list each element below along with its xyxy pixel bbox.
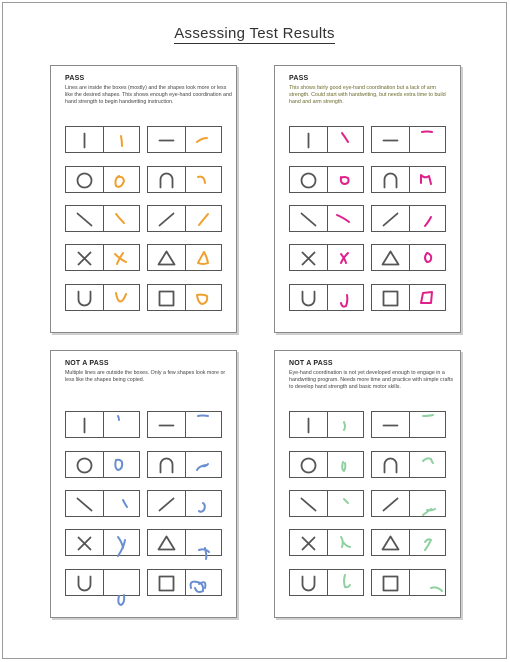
child-copy-stroke [115, 460, 122, 470]
shape-copy-box-triangle [371, 244, 446, 271]
panel-heading: NOT A PASS [65, 360, 109, 367]
child-copy-stroke [199, 214, 208, 225]
panel-description: Lines are inside the boxes (mostly) and the shapes look more or less like the desired shapes. This shows enough eye-hand coordination and hand strength to begin handwriting instruction. [65, 85, 232, 105]
shape-copy-box-x-cross [65, 244, 140, 271]
child-copy-stroke [118, 595, 124, 605]
u-shape-template-icon [303, 577, 315, 591]
child-copy-stroke [121, 136, 122, 146]
shape-copy-box-diagonal-line-down [289, 490, 364, 517]
result-panel-not-pass-2 [274, 350, 461, 618]
shape-copy-box-circle [289, 166, 364, 193]
child-copy-stroke [423, 415, 433, 416]
shape-drawing [148, 530, 223, 557]
child-copy-stroke [123, 500, 127, 507]
shape-drawing [372, 127, 447, 154]
shape-copy-box-horizontal-line [147, 411, 222, 438]
shape-copy-box-vertical-line [289, 126, 364, 153]
panel-heading: PASS [65, 75, 85, 82]
u-shape-template-icon [79, 577, 91, 591]
panel-heading: PASS [289, 75, 309, 82]
shape-drawing [372, 491, 447, 518]
shape-copy-box-triangle [147, 244, 222, 271]
shape-drawing [290, 127, 365, 154]
circle-template-icon [78, 174, 92, 188]
shape-copy-box-diagonal-line-down [65, 490, 140, 517]
shape-drawing [290, 452, 365, 479]
child-copy-stroke [423, 509, 435, 515]
square-template-icon [160, 292, 174, 306]
child-copy-stroke [341, 537, 350, 547]
shape-copy-box-diagonal-line-up [371, 205, 446, 232]
shape-copy-box-diagonal-line-down [289, 205, 364, 232]
triangle-template-icon [383, 537, 399, 550]
shape-drawing [372, 245, 447, 272]
shape-drawing [290, 570, 365, 597]
child-copy-stroke [116, 214, 124, 223]
shape-copy-box-horizontal-line [371, 126, 446, 153]
shape-drawing [372, 206, 447, 233]
arch-template-icon [161, 459, 173, 473]
shape-copy-box-u-shape [65, 284, 140, 311]
x-cross-template-icon [79, 253, 91, 265]
shape-drawing [148, 412, 223, 439]
shape-copy-box-diagonal-line-up [371, 490, 446, 517]
shape-drawing [372, 570, 447, 597]
child-copy-stroke [421, 175, 431, 184]
shape-drawing [66, 167, 141, 194]
shape-drawing [290, 167, 365, 194]
shape-copy-box-diagonal-line-down [65, 205, 140, 232]
shape-copy-box-vertical-line [65, 126, 140, 153]
child-copy-stroke [341, 177, 349, 184]
circle-template-icon [78, 459, 92, 473]
diagonal-line-down-template-icon [302, 214, 316, 226]
circle-template-icon [302, 459, 316, 473]
shape-drawing [148, 206, 223, 233]
result-panel-pass-2 [274, 65, 461, 333]
child-copy-stroke [425, 539, 431, 550]
panel-description: Multiple lines are outside the boxes. Only a few shapes look more or less like the shapes being copied. [65, 370, 226, 383]
arch-template-icon [385, 174, 397, 188]
child-copy-stroke [431, 587, 442, 591]
square-template-icon [384, 577, 398, 591]
child-copy-stroke [191, 582, 206, 592]
shape-drawing [66, 206, 141, 233]
shape-drawing [148, 570, 223, 597]
shape-copy-box-arch [147, 451, 222, 478]
shape-drawing [148, 245, 223, 272]
panel-heading: NOT A PASS [289, 360, 333, 367]
shape-drawing [290, 530, 365, 557]
shape-copy-box-square [147, 284, 222, 311]
triangle-template-icon [383, 252, 399, 265]
u-shape-template-icon [303, 292, 315, 306]
child-copy-stroke [118, 537, 125, 556]
child-copy-stroke [199, 503, 205, 512]
shape-drawing [372, 167, 447, 194]
diagonal-line-down-template-icon [302, 499, 316, 511]
child-copy-stroke [425, 253, 431, 262]
child-copy-stroke [116, 293, 126, 301]
shape-drawing [148, 285, 223, 312]
shape-copy-box-u-shape [289, 284, 364, 311]
square-template-icon [160, 577, 174, 591]
child-copy-stroke [198, 177, 205, 183]
x-cross-template-icon [79, 538, 91, 550]
shape-drawing [148, 167, 223, 194]
shape-copy-box-arch [147, 166, 222, 193]
child-copy-stroke [421, 292, 432, 303]
child-copy-stroke [197, 138, 207, 142]
page-title: Assessing Test Results [174, 25, 335, 42]
diagonal-line-up-template-icon [384, 214, 398, 226]
panel-description: Eye-hand coordination is not yet developed enough to engage in a handwriting program. Needs more time and practice with simple crafts to develop hand strength and basic motor skills. [289, 370, 453, 390]
shape-drawing [372, 412, 447, 439]
shape-drawing [148, 491, 223, 518]
shape-drawing [66, 530, 141, 557]
shape-copy-box-arch [371, 166, 446, 193]
arch-template-icon [161, 174, 173, 188]
shape-copy-box-u-shape [289, 569, 364, 596]
shape-drawing [290, 412, 365, 439]
triangle-template-icon [159, 252, 175, 265]
shape-copy-box-circle [289, 451, 364, 478]
diagonal-line-down-template-icon [78, 214, 92, 226]
child-copy-stroke [425, 217, 431, 226]
child-copy-stroke [422, 132, 432, 133]
shape-drawing [66, 127, 141, 154]
shape-copy-box-diagonal-line-up [147, 205, 222, 232]
child-copy-stroke [344, 422, 345, 430]
shape-copy-box-triangle [147, 529, 222, 556]
shape-drawing [372, 452, 447, 479]
shape-drawing [290, 491, 365, 518]
shape-drawing [148, 127, 223, 154]
child-copy-stroke [342, 462, 345, 471]
shape-copy-box-circle [65, 451, 140, 478]
diagonal-line-down-template-icon [78, 499, 92, 511]
child-copy-stroke [118, 416, 119, 420]
shape-drawing [290, 285, 365, 312]
shape-drawing [66, 245, 141, 272]
shape-copy-box-vertical-line [65, 411, 140, 438]
child-copy-stroke [198, 416, 208, 417]
shape-drawing [66, 452, 141, 479]
shape-copy-box-x-cross [289, 529, 364, 556]
x-cross-template-icon [303, 538, 315, 550]
shape-drawing [372, 285, 447, 312]
child-copy-stroke [115, 176, 124, 187]
shape-copy-box-square [371, 284, 446, 311]
result-panel-not-pass-1 [50, 350, 237, 618]
shape-copy-box-vertical-line [289, 411, 364, 438]
triangle-template-icon [159, 537, 175, 550]
shape-drawing [66, 491, 141, 518]
shape-drawing [66, 412, 141, 439]
arch-template-icon [385, 459, 397, 473]
shape-drawing [66, 285, 141, 312]
shape-copy-box-arch [371, 451, 446, 478]
child-copy-stroke [197, 295, 207, 304]
child-copy-stroke [341, 295, 347, 307]
x-cross-template-icon [303, 253, 315, 265]
shape-copy-box-square [147, 569, 222, 596]
shape-drawing [290, 206, 365, 233]
child-copy-stroke [115, 253, 126, 264]
diagonal-line-up-template-icon [160, 214, 174, 226]
circle-template-icon [302, 174, 316, 188]
result-panel-pass-1 [50, 65, 237, 333]
shape-copy-box-x-cross [289, 244, 364, 271]
diagonal-line-up-template-icon [160, 499, 174, 511]
shape-copy-box-horizontal-line [371, 411, 446, 438]
child-copy-stroke [199, 548, 209, 559]
shape-copy-box-square [371, 569, 446, 596]
shape-drawing [372, 530, 447, 557]
shape-copy-box-triangle [371, 529, 446, 556]
child-copy-stroke [197, 464, 208, 470]
child-copy-stroke [341, 253, 348, 263]
square-template-icon [384, 292, 398, 306]
shape-copy-box-horizontal-line [147, 126, 222, 153]
shape-drawing [66, 570, 141, 597]
panel-description: This shows fairly good eye-hand coordination but a lack of arm strength. Could start with handwriting, but needs extra time to build hand and arm strength. [289, 85, 446, 105]
child-copy-stroke [198, 252, 208, 264]
child-copy-stroke [344, 575, 350, 587]
shape-copy-box-circle [65, 166, 140, 193]
shape-copy-box-diagonal-line-up [147, 490, 222, 517]
u-shape-template-icon [79, 292, 91, 306]
child-copy-stroke [342, 133, 348, 142]
shape-drawing [290, 245, 365, 272]
child-copy-stroke [344, 499, 348, 503]
shape-copy-box-u-shape [65, 569, 140, 596]
child-copy-stroke [423, 458, 433, 463]
diagonal-line-up-template-icon [384, 499, 398, 511]
shape-drawing [148, 452, 223, 479]
child-copy-stroke [337, 215, 349, 222]
shape-copy-box-x-cross [65, 529, 140, 556]
